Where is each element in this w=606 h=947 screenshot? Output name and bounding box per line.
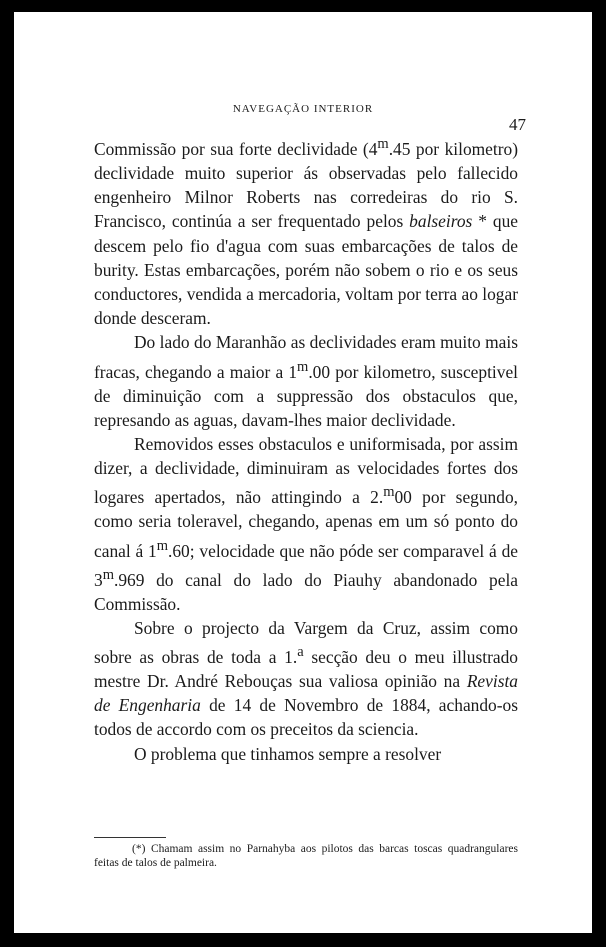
- page-number: 47: [509, 115, 526, 134]
- body-text: [94, 132, 518, 766]
- footnote-divider: [94, 837, 166, 838]
- paragraph-3: Removidos esses obstaculos e uniformisada, por assim dizer, a declividade, diminuiram as velocidades fortes dos logares apertados, não attingindo a 2.$^m$00 por segundo, como seria toleravel, chegando, apenas em um só ponto do canal á 1$^m$.60; velocidade que não póde ser comparavel á de 3$^m$.969 do canal do lado do Piauhy abandonado pela Commissão.: [94, 434, 518, 614]
- paragraph-5: O problema que tinhamos sempre a resolver: [134, 743, 442, 764]
- paragraph-1: Commissão por sua forte declividade (4$^m$.45 por kilometro) declividade muito superior ás observadas pelo fallecido engenheiro Milnor Roberts nas corredeiras do rio S. Francisco, continúa a ser frequentado pelos balseiros * que descem pelo fio d'agua com suas embarcações de talos de burity. Estas embarcações, porém não sobem o rio e os seus conductores, vendida a mercadoria, voltam por terra ao logar donde desceram.: [94, 136, 518, 329]
- running-title: NAVEGAÇÃO INTERIOR: [232, 103, 374, 115]
- footnote: [94, 842, 518, 870]
- footnote-marker: (*): [132, 843, 146, 855]
- paragraph-4: Sobre o projecto da Vargem da Cruz, assim como sobre as obras de toda a 1.$^a$ secção deu o meu illustrado mestre Dr. André Rebouças sua valiosa opinião na Revista de Engenharia de 14 de Novembro de 1884, achando-os todos de accordo com os preceitos da sciencia.: [94, 617, 519, 740]
- footnote-text: Chamam assim no Parnahyba aos pilotos das barcas toscas quadrangulares feitas de talos de palmeira.: [94, 843, 518, 869]
- book-page: [14, 12, 592, 933]
- paragraph-2: Do lado do Maranhão as declividades eram muito mais fracas, chegando a maior a 1$^m$.00 por kilometro, susceptivel de diminuição com a suppressão dos obstaculos que, represando as aguas, davam-lhes maior declividade.: [94, 332, 518, 430]
